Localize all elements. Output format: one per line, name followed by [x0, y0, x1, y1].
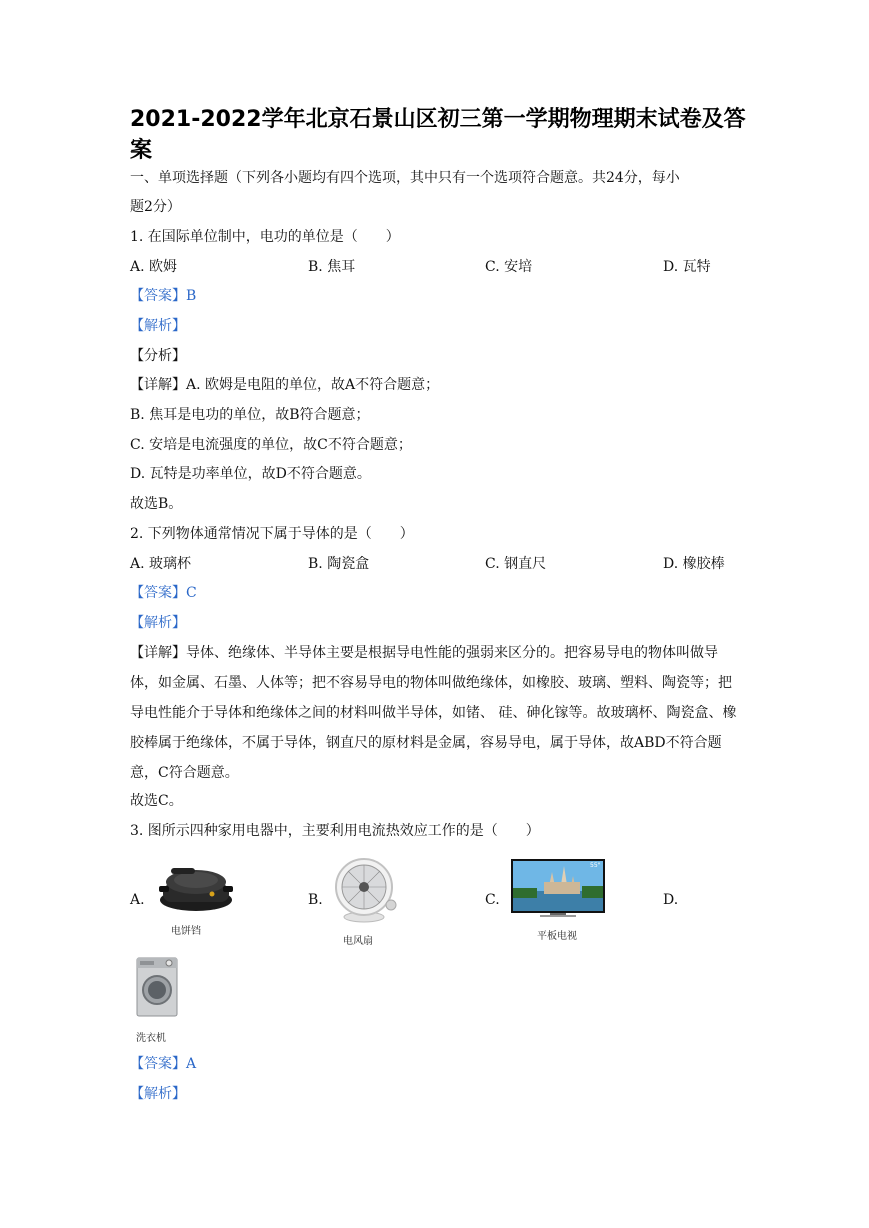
q3-answer: 【答案】A	[130, 1056, 197, 1072]
q1-option-c: C. 安培	[485, 259, 533, 275]
q3-stem: 3. 图所示四种家用电器中，主要利用电流热效应工作的是（ ）	[130, 823, 540, 839]
tv-size-badge: 55"	[590, 862, 601, 869]
q2-detail-paragraph: 【详解】导体、绝缘体、半导体主要是根据导电性能的强弱来区分的。把容易导电的物体叫做导体，如金属、石墨、人体等；把不容易导电的物体叫做绝缘体，如橡胶、玻璃、塑料、陶瓷等；把导电性能介于导体和绝缘体之间的材料叫做半导体，如锗、 硅、砷化镓等。故玻璃杯、陶瓷盒、橡胶棒属于绝缘体，不属于导体，钢直尺的原材料是金属，容易导电，属于导体，故ABD不符合题意，C符合题意。	[130, 645, 737, 781]
electric-fan-image	[333, 855, 397, 923]
q1-detail-line: C. 安培是电流强度的单位，故C不符合题意；	[130, 437, 412, 453]
q3-caption-b: 电风扇	[343, 936, 373, 947]
q3-option-d: D.	[663, 892, 679, 908]
q1-stem: 1. 在国际单位制中，电功的单位是（ ）	[130, 229, 400, 245]
q1-detail-line: D. 瓦特是功率单位，故D不符合题意。	[130, 466, 371, 482]
q2-option-c: C. 钢直尺	[485, 556, 547, 572]
q1-fenxi-label: 【分析】	[130, 348, 186, 364]
q3-option-a: A.	[130, 892, 145, 908]
section-heading-line2: 题2分）	[130, 199, 181, 215]
q2-stem: 2. 下列物体通常情况下属于导体的是（ ）	[130, 526, 414, 542]
page-title: 2021-2022学年北京石景山区初三第一学期物理期末试卷及答案	[130, 107, 746, 163]
electric-griddle-image	[157, 862, 235, 914]
q3-option-b: B.	[308, 892, 323, 908]
q3-option-c: C.	[485, 892, 500, 908]
q3-analysis-label: 【解析】	[130, 1086, 186, 1102]
q1-detail-line: B. 焦耳是电功的单位，故B符合题意；	[130, 407, 370, 423]
q1-conclusion: 故选B。	[130, 496, 183, 512]
washing-machine-image	[136, 957, 178, 1017]
q1-answer: 【答案】B	[130, 288, 197, 304]
flat-tv-image	[510, 858, 606, 920]
q2-option-b: B. 陶瓷盒	[308, 556, 370, 572]
q2-option-a: A. 玻璃杯	[130, 556, 192, 572]
q2-answer: 【答案】C	[130, 585, 197, 601]
q2-conclusion: 故选C。	[130, 793, 183, 809]
q3-caption-a: 电饼铛	[171, 926, 201, 937]
section-heading-line1: 一、单项选择题（下列各小题均有四个选项，其中只有一个选项符合题意。共24分，每小	[130, 170, 680, 186]
q1-analysis-label: 【解析】	[130, 318, 186, 334]
q2-option-d: D. 橡胶棒	[663, 556, 725, 572]
q1-option-d: D. 瓦特	[663, 259, 711, 275]
q1-option-b: B. 焦耳	[308, 259, 356, 275]
q3-caption-c: 平板电视	[537, 931, 577, 942]
q1-detail-line: 【详解】A. 欧姆是电阻的单位，故A不符合题意；	[130, 377, 440, 393]
q2-analysis-label: 【解析】	[130, 615, 186, 631]
q3-caption-d: 洗衣机	[136, 1033, 166, 1044]
q1-option-a: A. 欧姆	[130, 259, 178, 275]
